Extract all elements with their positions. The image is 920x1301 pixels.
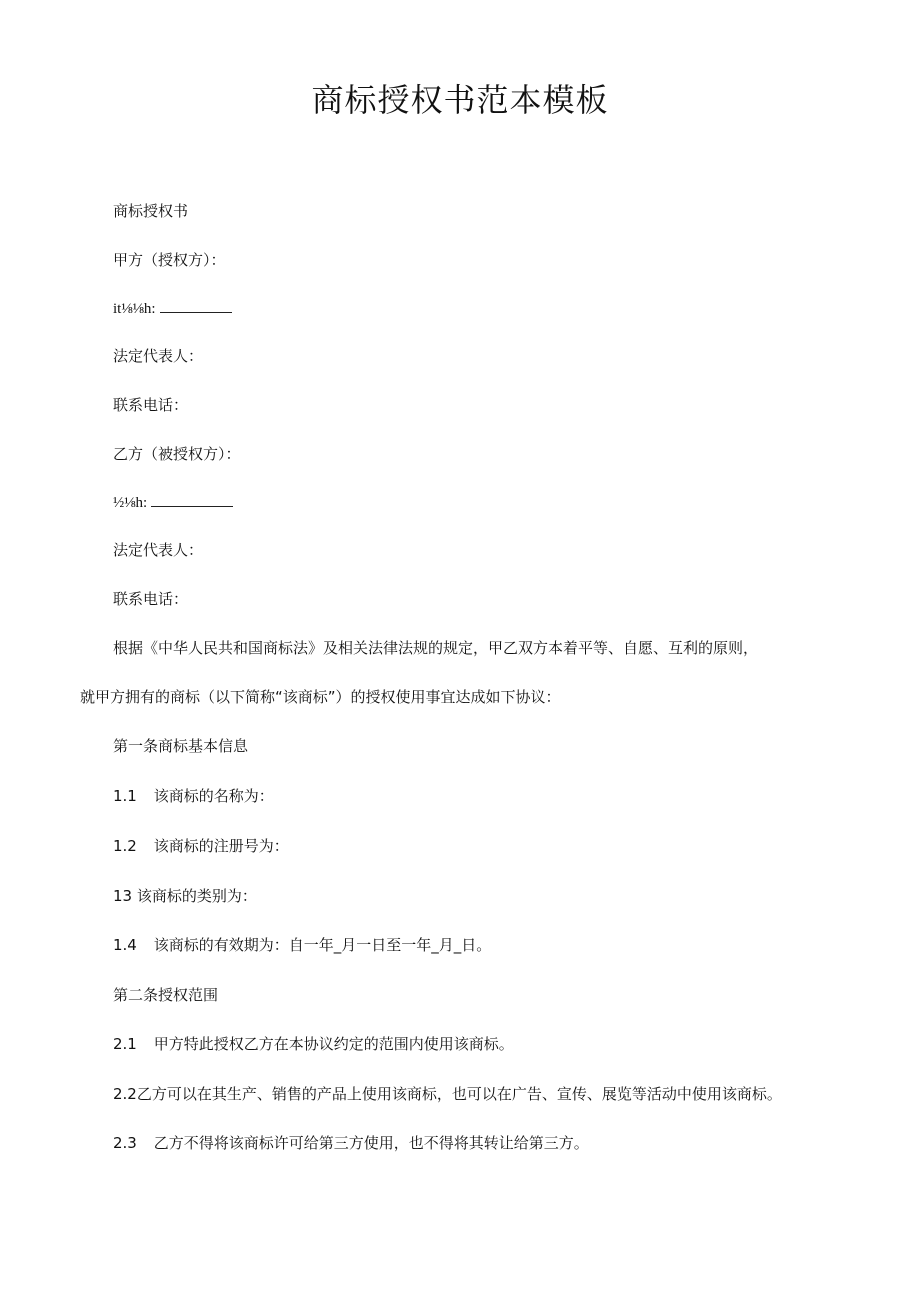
party-a-label: 甲方（授权方）： xyxy=(113,251,226,269)
article-1-item xyxy=(113,934,491,956)
party-a-address-label: it⅛⅛h: xyxy=(113,301,156,317)
article-2-heading: 第二条授权范围 xyxy=(113,986,219,1004)
preamble-line-1: 根据《中华人民共和国商标法》及相关法律法规的规定，甲乙双方本着平等、自愿、互利的原则， xyxy=(113,639,759,657)
item-number: 2.2 xyxy=(113,1085,137,1103)
party-b-phone-label: 联系电话： xyxy=(113,590,189,608)
article-2-item xyxy=(113,1132,589,1154)
item-text: 乙方不得将该商标许可给第三方使用，也不得将其转让给第三方。 xyxy=(153,1134,589,1152)
article-1-item xyxy=(113,885,257,907)
item-text: 乙方可以在其生产、销售的产品上使用该商标，也可以在广告、宣传、展览等活动中使用该商标。 xyxy=(136,1085,782,1103)
party-a-representative-label: 法定代表人： xyxy=(113,347,204,365)
item-text: 该商标的注册号为： xyxy=(153,837,289,855)
party-a-address-row xyxy=(113,297,232,320)
party-b-address-row xyxy=(113,491,233,514)
preamble-line-2: 就甲方拥有的商标（以下简称“该商标”）的授权使用事宜达成如下协议： xyxy=(80,688,561,706)
document-title: 商标授权书范本模板 xyxy=(311,81,609,119)
item-text: 甲方特此授权乙方在本协议约定的范围内使用该商标。 xyxy=(153,1035,514,1053)
party-b-label: 乙方（被授权方）： xyxy=(113,445,241,463)
item-text: 该商标的有效期为：自一年_月一日至一年_月_日。 xyxy=(153,936,492,954)
item-number: 2.1 xyxy=(113,1035,137,1053)
item-number: 2.3 xyxy=(113,1134,137,1152)
article-2-item xyxy=(113,1033,514,1055)
party-b-address-blank xyxy=(151,492,233,507)
item-number: 1.4 xyxy=(113,936,137,954)
item-number: 13 xyxy=(113,887,133,905)
party-a-address-blank xyxy=(160,298,232,313)
article-1-heading: 第一条商标基本信息 xyxy=(113,737,249,755)
item-text: 该商标的类别为： xyxy=(136,887,257,905)
item-number: 1.2 xyxy=(113,837,137,855)
article-1-item xyxy=(113,835,289,857)
item-number: 1.1 xyxy=(113,787,137,805)
document-heading: 商标授权书 xyxy=(113,202,189,220)
article-2-item xyxy=(113,1083,782,1105)
party-b-representative-label: 法定代表人： xyxy=(113,541,204,559)
party-b-address-label: ½⅛h: xyxy=(113,495,148,511)
item-text: 该商标的名称为： xyxy=(153,787,274,805)
article-1-item xyxy=(113,785,274,807)
party-a-phone-label: 联系电话： xyxy=(113,396,189,414)
